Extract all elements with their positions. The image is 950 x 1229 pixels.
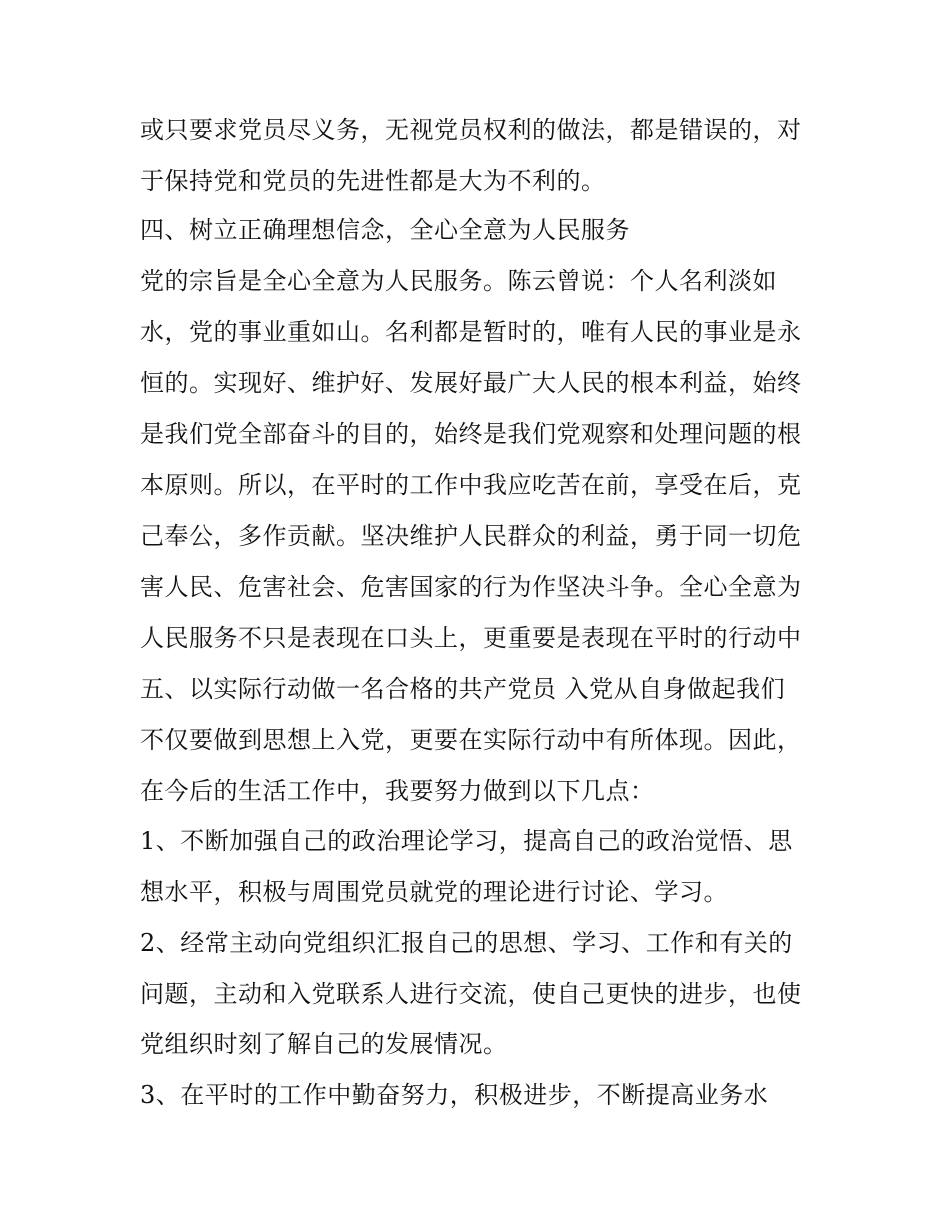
text-line: 在今后的生活工作中，我要努力做到以下几点： xyxy=(140,777,655,805)
text-line: 问题，主动和入党联系人进行交流，使自己更快的进步，也使 xyxy=(140,980,802,1008)
text-line: 是我们党全部奋斗的目的，始终是我们党观察和处理问题的根 xyxy=(140,420,802,448)
text-line: 水，党的事业重如山。名利都是暂时的，唯有人民的事业是永 xyxy=(140,318,802,346)
text-line: 想水平，积极与周围党员就党的理论进行讨论、学习。 xyxy=(140,878,728,906)
text-line: 于保持党和党员的先进性都是大为不利的。 xyxy=(140,167,606,195)
section-heading: 四、树立正确理想信念，全心全意为人民服务 xyxy=(140,216,630,244)
section-heading: 五、以实际行动做一名合格的共产党员 入党从自身做起我们 xyxy=(140,675,786,703)
text-line: 不仅要做到思想上入党，更要在实际行动中有所体现。因此， xyxy=(140,726,802,754)
list-item: 2、经常主动向党组织汇报自己的思想、学习、工作和有关的 xyxy=(140,929,793,957)
text-line: 党组织时刻了解自己的发展情况。 xyxy=(140,1030,508,1058)
text-line: 恒的。实现好、维护好、发展好最广大人民的根本利益，始终 xyxy=(140,369,802,397)
list-item: 3、在平时的工作中勤奋努力，积极进步，不断提高业务水 xyxy=(140,1081,769,1109)
text-line: 或只要求党员尽义务，无视党员权利的做法，都是错误的，对 xyxy=(140,116,802,144)
text-line: 本原则。所以，在平时的工作中我应吃苦在前，享受在后，克 xyxy=(140,471,802,499)
list-item: 1、不断加强自己的政治理论学习，提高自己的政治觉悟、思 xyxy=(140,827,793,855)
text-line: 人民服务不只是表现在口头上，更重要是表现在平时的行动中 xyxy=(140,624,802,652)
text-line: 害人民、危害社会、危害国家的行为作坚决斗争。全心全意为 xyxy=(140,573,802,601)
text-line: 党的宗旨是全心全意为人民服务。陈云曾说：个人名利淡如 xyxy=(140,267,777,295)
text-line: 己奉公，多作贡献。坚决维护人民群众的利益，勇于同一切危 xyxy=(140,522,802,550)
